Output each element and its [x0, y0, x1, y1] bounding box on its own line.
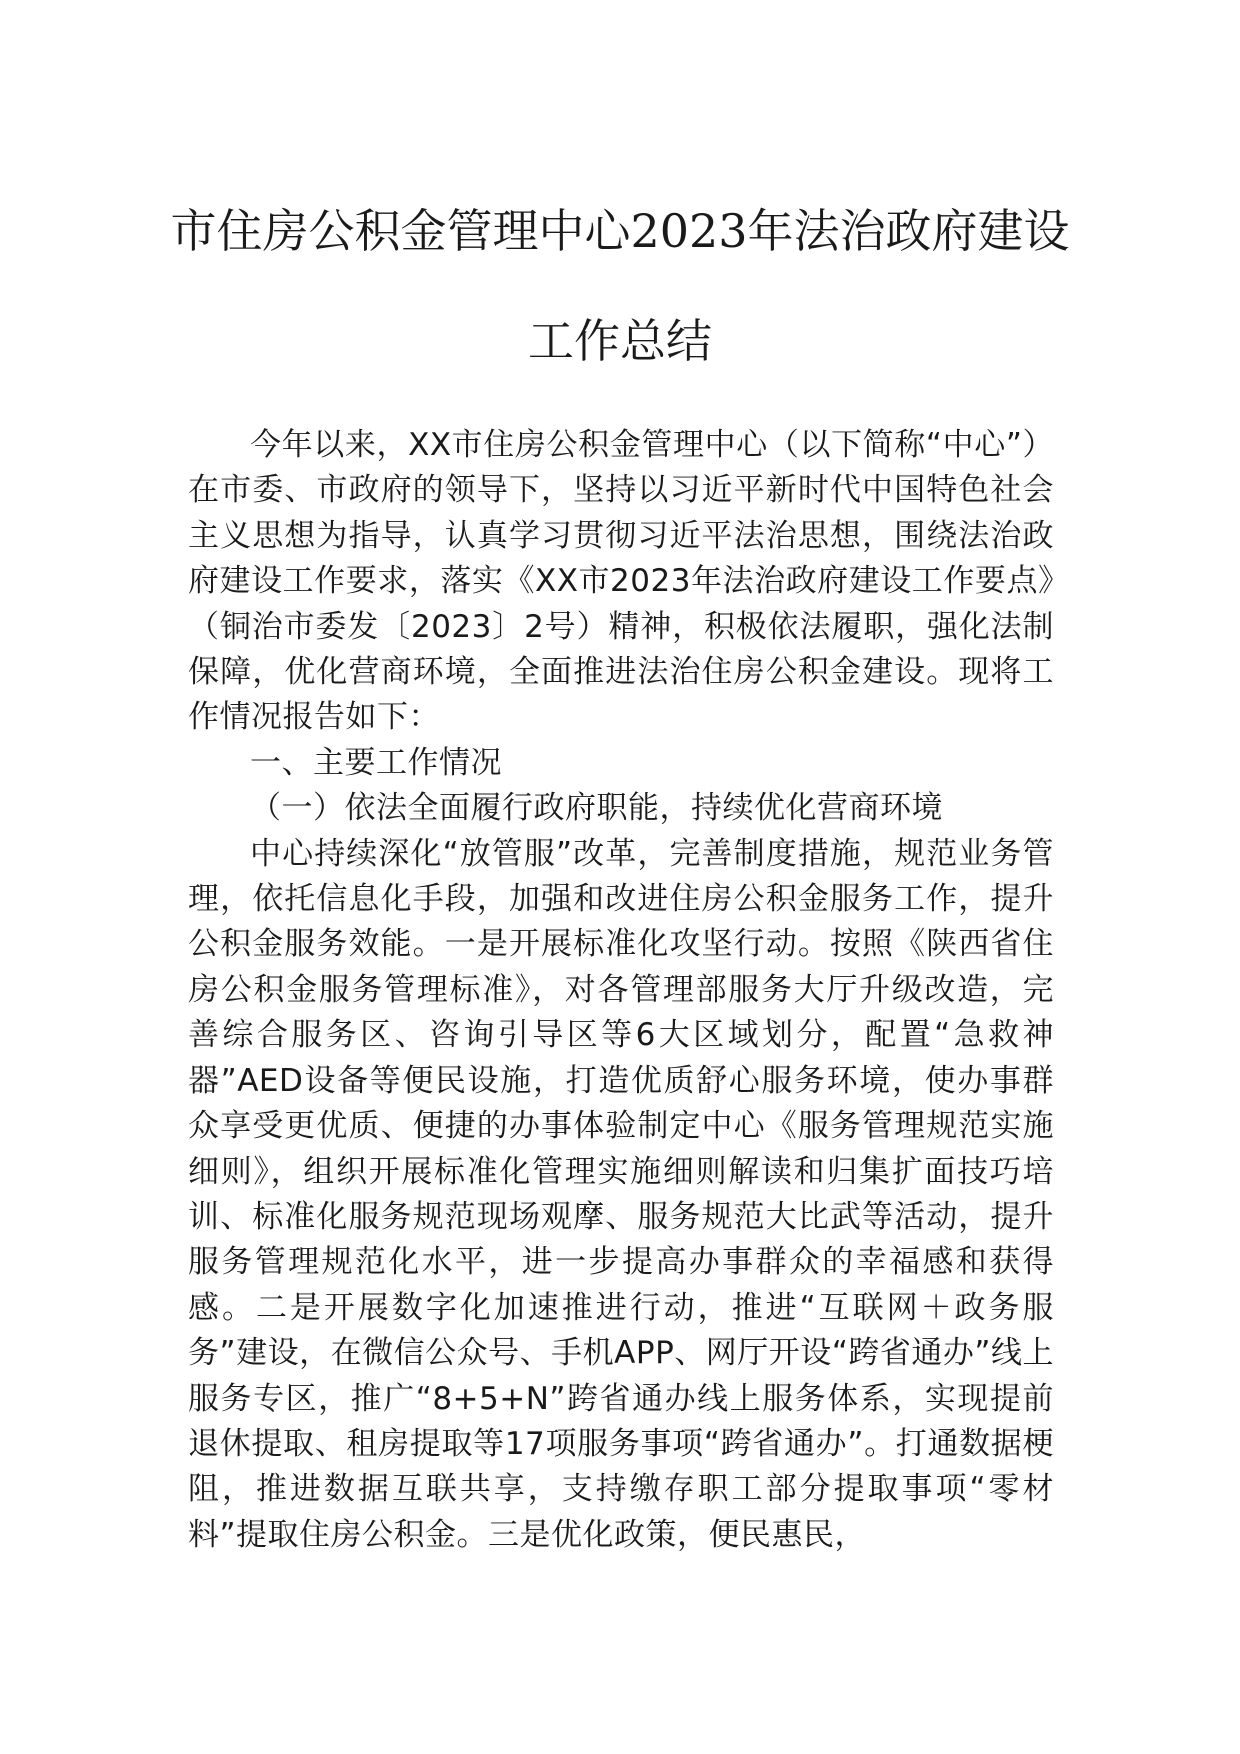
- section-heading: 一、主要工作情况: [250, 744, 502, 781]
- body-paragraph: 中心持续深化“放管服”改革，完善制度措施，规范业务管理，依托信息化手段，加强和改进住房公积金服务工作，提升公积金服务效能。一是开展标准化攻坚行动。按照《陕西省住房公积金服务管理标准》，对各管理部服务大厅升级改造，完善综合服务区、咨询引导区等6大区域划分，配置“急救神器”AED设备等便民设施，打造优质舒心服务环境，使办事群众享受更优质、便捷的办事体验制定中心《服务管理规范实施细则》，组织开展标准化管理实施细则解读和归集扩面技巧培训、标准化服务规范现场观摩、服务规范大比武等活动，提升服务管理规范化水平，进一步提高办事群众的幸福感和获得感。二是开展数字化加速推进行动，推进“互联网＋政务服务”建设，在微信公众号、手机APP、网厅开设“跨省通办”线上服务专区，推广“8+5+N”跨省通办线上服务体系，实现提前退休提取、租房提取等17项服务事项“跨省通办”。打通数据梗阻，推进数据互联共享，支持缴存职工部分提取事项“零材料”提取住房公积金。三是优化政策，便民惠民，: [188, 835, 1054, 1553]
- intro-paragraph: 今年以来，XX市住房公积金管理中心（以下简称“中心”）在市委、市政府的领导下，坚持以习近平新时代中国特色社会主义思想为指导，认真学习贯彻习近平法治思想，围绕法治政府建设工作要求，落实《XX市2023年法治政府建设工作要点》（铜治市委发〔2023〕2号）精神，积极依法履职，强化法制保障，优化营商环境，全面推进法治住房公积金建设。现将工作情况报告如下：: [188, 427, 1054, 736]
- document-body: [188, 423, 1054, 1558]
- document-title: 市住房公积金管理中心2023年法治政府建设工作总结: [170, 204, 1070, 368]
- subsection-heading: （一）依法全面履行政府职能，持续优化营商环境: [250, 790, 943, 827]
